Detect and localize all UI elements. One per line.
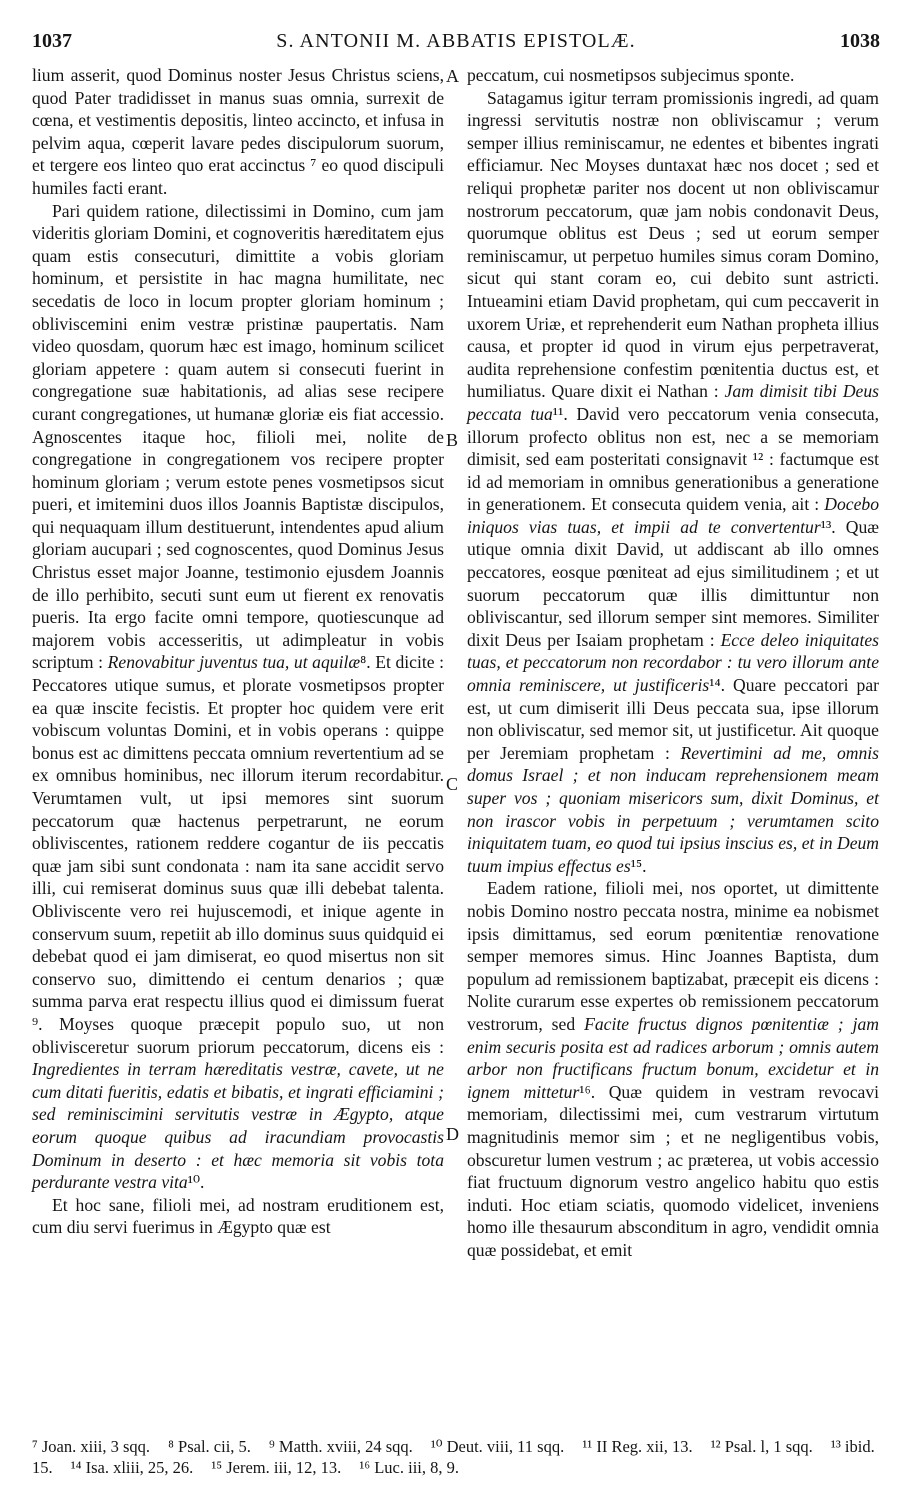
- footnote-8: ⁸ Psal. cii, 5.: [168, 1437, 251, 1456]
- right-paragraph-2-c: . Quæ utique omnia dixit David, ut addiscant ab illo omnes peccatores, eosque pœniteat ad ejus similitudinem ; et ut suorum peccatorum quæ illis dimittuntur non obliviscantur, sed illorum semper sint memores. Similiter dixit Deus per Isaiam prophetam :: [467, 516, 879, 650]
- footnote-11: ¹¹ II Reg. xii, 13.: [582, 1437, 693, 1456]
- footnote-7: ⁷ Joan. xiii, 3 sqq.: [32, 1437, 151, 1456]
- footnote-ref-8: ⁸: [360, 652, 367, 673]
- column-marker-c: C: [446, 774, 459, 794]
- right-paragraph-3-b: . Quæ quidem in vestram revocavi memoriam, dilectissimi mei, cum vestrarum virtutum magnitudinis memor sim ; et ne negligentibus vobis, obscuretur lumen vestrum ; ac præterea, ut vobis accessio fiat fructuum dignorum vestro angelico habitu quo estis induti. Hoc etiam sciatis, quomodo videlicet, inveniens homo ille thesaurum absconditum in agro, vendidit omnia quæ possidebat, et emit: [467, 1081, 879, 1260]
- footnote-ref-13: ¹³: [820, 516, 832, 537]
- running-title: S. ANTONII M. ABBATIS EPISTOLÆ.: [276, 30, 636, 52]
- footnote-9: ⁹ Matth. xviii, 24 sqq.: [269, 1437, 413, 1456]
- right-paragraph-3: [467, 877, 879, 1261]
- footnote-15: ¹⁵ Jerem. iii, 12, 13.: [211, 1458, 342, 1477]
- left-paragraph-3: Et hoc sane, filioli mei, ad nostram eruditionem est, cum diu servi fuerimus in Ægypto quæ est: [32, 1194, 444, 1238]
- left-paragraph-2-text: Pari quidem ratione, dilectissimi in Domino, cum jam videritis gloriam Domini, et cognoveritis hæreditatem ejus quam estis consecuturi, dimittite a vobis gloriam hominum, et persistite in hac magna humilitate, nec secedatis de loco in locum propter gloriam hominum ; obliviscemini enim vestræ pristinæ paupertatis. Nam video quosdam, quorum hæc est imago, hominum scilicet gloriam appetere : quam autem si consecuti fuerint in congregatione suæ habitationis, ad alias sese recipere curant congregationes, ut humanæ gloriæ eis fiat accessio. Agnoscentes itaque hoc, filioli mei, nolite de congregatione in congregationem vos recipere propter hominum gloriam ; verum estote penes vosmetipsos sicut pueri, et imitemini duos illos Joannis Baptistæ discipulos, qui nequaquam illum destituerunt, intendentes apud alium gloriam aucupari ; sed cognoscentes, quod Dominus Jesus Christus esset major Joanne, testimonio ejusdem Joannis de illo perhibito, secuti sunt eum ut fierent ex renovatis pueris. Ita ergo facite omni tempore, quotiescunque ad majorem vobis accesseritis, ut adimpleatur in vobis scriptum :: [32, 200, 444, 673]
- left-column: [32, 64, 444, 1239]
- quote-ecce-deleo: Ecce deleo iniquitates tuas, et peccatorum non recordabor : tu vero illorum ante omnia reminiscere, ut justificeris: [467, 629, 879, 696]
- quote-jam-dimisit: Jam dimisit tibi Deus peccata tua: [467, 381, 879, 424]
- footnote-10: ¹⁰ Deut. viii, 11 sqq.: [430, 1437, 565, 1456]
- left-paragraph-2: Pari quidem ratione, dilectissimi in Domino, cum jam videritis gloriam Domini, et cognoveritis hæreditatem ejus quam estis consecuturi, dimittite a vobis gloriam hominum, et persistite in hac magna humilitate, nec secedatis de loco in locum propter gloriam hominum ; obliviscemini enim vestræ pristinæ paupertatis. Nam video quosdam, quorum hæc est imago, hominum scilicet gloriam appetere : quam autem si consecuti fuerint in congregatione suæ habitationis, ad alias sese recipere curant congregationes, ut humanæ gloriæ eis fiat accessio. Agnoscentes itaque hoc, filioli mei, nolite de congregatione in congregationem vos recipere propter hominum gloriam ; verum estote penes vosmetipsos sicut pueri, et imitemini duos illos Joannis Baptistæ discipulos, qui nequaquam illum destituerunt, intendentes apud alium gloriam aucupari ; sed cognoscentes, quod Dominus Jesus Christus esset major Joanne, testimonio ejusdem Joannis de illo perhibito, secuti sunt eum ut fierent ex renovatis pueris. Ita ergo facite omni tempore, quotiescunque ad majorem vobis accesseritis, ut adimpleatur in vobis scriptum : Renovabitur juventus tua, ut aquilæ⁸. Et dicite : Peccatores utique sumus, et plorate vosmetipsos propter ea quæ inscite fecistis. Et propter hoc quidem vere erit vobiscum voluntas Domini, et in vobis operans : quippe bonus est ac dimittens peccata omnium revertentium ad se ex omnibus hominibus, nec illorum iterum recordabitur. Verumtamen vult, ut ipsi memores sint suorum peccatorum quæ hactenus perpetrarunt, ne eorum obliviscentes, rationem reddere cogantur de iis peccatis quæ jam sibi sunt condonata : nam ita sane accidit servo illi, cui remiserat dominus suus quæ illi debebat talenta. Obliviscente vero rei hujuscemodi, et inique agente in conservum suum, repetiit ab illo dominus suus quidquid ei debebat quod ei jam dimiserat, eo quod misertus non sit conservo suo, dimittendo ei centum denarios ; quæ summa parva erat respectu illius quod ei dimissum fuerat ⁹. Moyses quoque præcepit populo suo, ut non oblivisceretur suorum priorum peccatorum, dicens eis : Ingredientes in terram hæreditatis vestræ, cavete, ut ne cum ditati fueritis, edatis et bibatis, et ingrati efficiamini ; sed reminiscimini servitutis vestræ in Ægypto, atque eorum quoque quibus ad iracundiam provocastis Dominum in deserto : et hæc memoria sit vobis tota perdurante vestra vita¹⁰.: [32, 200, 445, 1193]
- footnote-13: ¹³ ibid. 15.: [32, 1437, 875, 1477]
- footnote-ref-15: ¹⁵: [630, 855, 643, 876]
- footnote-ref-16: ¹⁶: [579, 1081, 591, 1102]
- footnote-16: ¹⁶ Luc. iii, 8, 9.: [359, 1458, 459, 1477]
- footnote-ref-14: ¹⁴: [709, 675, 721, 696]
- column-marker-d: D: [446, 1124, 459, 1144]
- quote-revertimini: Revertimini ad me, omnis domus Israel ; et non inducam reprehensionem meam super vos ; quoniam misericors sum, dixit Dominus, et non irascor vobis in perpetuum ; verumtamen scito iniquitatem tuam, eo quod tui ipsius inscius es, et in Deum tuum impius effectus es: [467, 742, 879, 876]
- left-page-number: 1037: [32, 30, 72, 52]
- footnotes: [32, 1436, 880, 1478]
- left-paragraph-1: lium asserit, quod Dominus noster Jesus Christus sciens, quod Pater tradidisset in manus suas omnia, surrexit de cœna, et vestimentis depositis, linteo accincto, et infusa in pelvim aqua, cœperit lavare pedes discipulorum suorum, et tergere eos linteo quo erat accinctus ⁷ eo quod discipuli humiles facti erant.: [32, 65, 444, 198]
- column-marker-b: B: [446, 430, 459, 450]
- right-paragraph-2-b: . David vero peccatorum venia consecuta, illorum profecto oblitus non est, nec a se memoriam dimisit, sed eam posteritati consignavit ¹² : factumque est id ad memoriam in omnibus generationibus a generatione in generationem. Et consecuta quidem venia, ait :: [467, 403, 879, 515]
- quote-renovabitur: Renovabitur juventus tua, ut aquilæ: [107, 652, 361, 673]
- right-paragraph-2: Satagamus igitur terram promissionis ingredi, ad quam ingressi servitutis nostræ non obliviscamur ; verum semper illius reminiscamur, ne edentes et bibentes ingrati efficiamur. Nec Moyses duntaxat hæc nos docet ; sed et reliqui prophetæ pariter nos docent ut non obliviscamur nostrorum peccatorum, quæ jam nobis condonavit Deus, quorumque oblitus est Deus ; sed ut eorum semper reminiscamur, ut perpetuo humiles simus coram Domino, sicut qui stant coram eo, cui debito sunt astricti. Intueamini etiam David prophetam, qui cum peccaverit in uxorem Uriæ, et reprehenderit eum Nathan propheta illius causa, et propter id quod in virum ejus perpetraverat, audita reprehensione confestim pœnitentia ductus est, et humiliatus. Quare dixit ei Nathan : Jam dimisit tibi Deus peccata tua¹¹. David vero peccatorum venia consecuta, illorum profecto oblitus non est, nec a se memoriam dimisit, sed eam posteritati consignavit ¹² : factumque est id ad memoriam in omnibus generationibus a generatione in generationem. Et consecuta quidem venia, ait : Docebo iniquos vias tuas, et impii ad te convertentur¹³. Quæ utique omnia dixit David, ut addiscant ab illo omnes peccatores, eosque pœniteat ad ejus similitudinem ; et ut suorum peccatorum quæ illis dimittuntur non obliviscantur, sed illorum semper sint memores. Similiter dixit Deus per Isaiam prophetam : Ecce deleo iniquitates tuas, et peccatorum non recordabor : tu vero illorum ante omnia reminiscere, ut justificeris¹⁴. Quare peccatori par est, ut cum dimiserit illi Deus peccata sua, ipse illorum non obliviscatur, sed memor sit, ut justificetur. Ait quoque per Jeremiam prophetam : Revertimini ad me, omnis domus Israel ; et non inducam reprehensionem meam super vos ; quoniam misericors sum, dixit Dominus, et non irascor vobis in perpetuum ; verumtamen scito iniquitatem tuam, eo quod tui ipsius inscius es, et in Deum tuum impius effectus es¹⁵.: [467, 87, 879, 876]
- right-paragraph-2-d: . Quare peccatori par est, ut cum dimiserit illi Deus peccata sua, ipse illorum non obliviscatur, sed memor sit, ut justificetur. Ait quoque per Jeremiam prophetam :: [467, 675, 879, 763]
- quote-ingredientes: Ingredientes in terram hæreditatis vestræ, cavete, ut ne cum ditati fueritis, edatis et bibatis, et ingrati efficiamini ; sed reminiscimini servitutis vestræ in Ægypto, atque eorum quoque quibus ad iracundiam provocastis Dominum in deserto : et hæc memoria sit vobis tota perdurante vestra vita: [32, 1059, 444, 1193]
- right-page-number: 1038: [840, 30, 880, 52]
- footnote-12: ¹² Psal. l, 1 sqq.: [710, 1437, 813, 1456]
- right-paragraph-3-text: Eadem ratione, filioli mei, nos oportet, ut dimittente nobis Domino nostro peccata nostra, minime ea nobismet ipsis dimittamus, sed eorum pœnitentiæ renovatione semper memores simus. Hinc Joannes Baptista, dum populum ad remissionem baptizabat, præcepit eis dicens : Nolite curarum esse expertes ob remissionem peccatorum vestrorum, sed: [467, 878, 879, 1034]
- left-paragraph-2-continued: . Et dicite : Peccatores utique sumus, et plorate vosmetipsos propter ea quæ inscite fecistis. Et propter hoc quidem vere erit vobiscum voluntas Domini, et in vobis operans : quippe bonus est ac dimittens peccata omnium revertentium ad se ex omnibus hominibus, nec illorum iterum recordabitur. Verumtamen vult, ut ipsi memores sint suorum peccatorum quæ hactenus perpetrarunt, ne eorum obliviscentes, rationem reddere cogantur de iis peccatis quæ jam sibi sunt condonata : nam ita sane accidit servo illi, cui remiserat dominus suus quæ illi debebat talenta. Obliviscente vero rei hujuscemodi, et inique agente in conservum suum, repetiit ab illo dominus suus quidquid ei debebat quod ei jam dimiserat, eo quod misertus non sit conservo suo, dimittendo ei centum denarios ; quæ summa parva erat respectu illius quod ei dimissum fuerat ⁹. Moyses quoque præcepit populo suo, ut non oblivisceretur suorum priorum peccatorum, dicens eis :: [32, 652, 445, 1057]
- footnote-ref-10: ¹⁰: [187, 1172, 201, 1193]
- right-paragraph-1: peccatum, cui nosmetipsos subjecimus sponte.: [467, 65, 795, 85]
- quote-facite-fructus: Facite fructus dignos pœnitentiæ ; jam enim securis posita est ad radices arborum ; omnis autem arbor non fructificans fructum bonum, excidetur et in ignem mittetur: [467, 1013, 880, 1102]
- footnote-14: ¹⁴ Isa. xliii, 25, 26.: [70, 1458, 194, 1477]
- quote-docebo: Docebo iniquos vias tuas, et impii ad te convertentur: [467, 494, 879, 537]
- right-column: [467, 64, 879, 1261]
- running-header: [32, 30, 880, 60]
- right-paragraph-2-text: Satagamus igitur terram promissionis ingredi, ad quam ingressi servitutis nostræ non obliviscamur ; verum semper illius reminiscamur, ne edentes et bibentes ingrati efficiamur. Nec Moyses duntaxat hæc nos docet ; sed et reliqui prophetæ pariter nos docent ut non obliviscamur nostrorum peccatorum, quæ jam nobis condonavit Deus, quorumque oblitus est Deus ; sed ut eorum semper reminiscamur, ut perpetuo humiles simus coram Domino, sicut qui stant coram eo, cui debito sunt astricti. Intueamini etiam David prophetam, qui cum peccaverit in uxorem Uriæ, et reprehenderit eum Nathan propheta illius causa, et propter id quod in virum ejus perpetraverat, audita reprehensione confestim pœnitentia ductus est, et humiliatus. Quare dixit ei Nathan :: [467, 87, 879, 402]
- footnote-ref-11: ¹¹: [552, 403, 564, 424]
- column-marker-a: A: [446, 66, 459, 86]
